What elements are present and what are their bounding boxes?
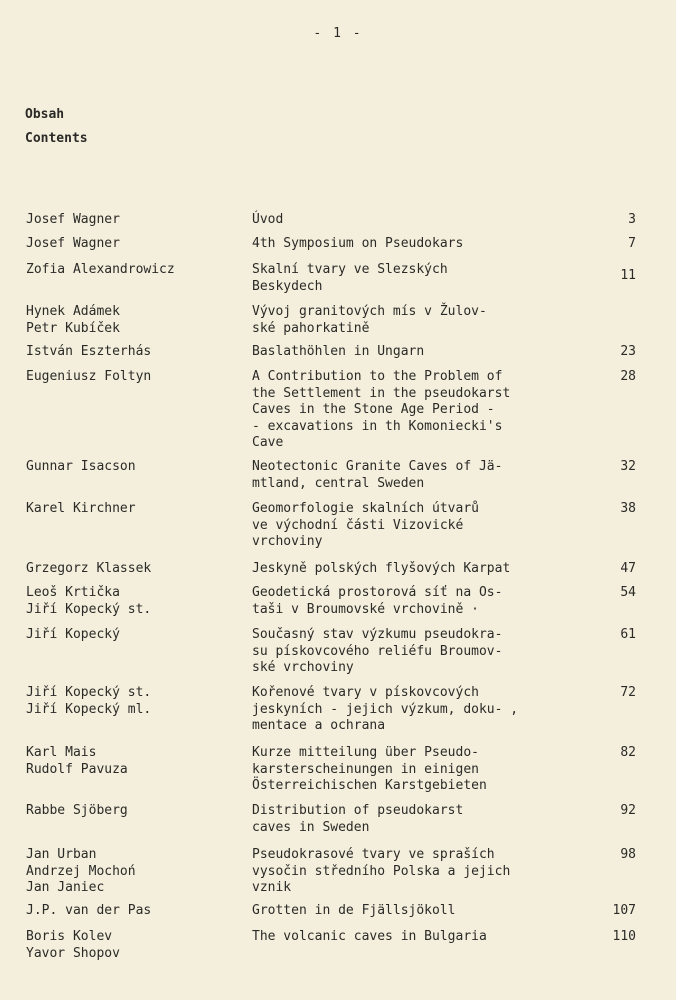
toc-title: [252, 304, 597, 337]
toc-title: [252, 585, 597, 618]
toc-page-number: 54: [620, 585, 636, 600]
toc-page-number: 98: [620, 847, 636, 862]
toc-authors: [26, 903, 236, 920]
author-name: Jiří Kopecký st.: [26, 685, 152, 700]
author-name: Grzegorz Klassek: [26, 561, 152, 576]
toc-authors: [26, 561, 236, 578]
author-name: Karl Mais: [26, 745, 97, 760]
toc-page-number: 72: [620, 685, 636, 700]
toc-title: [252, 369, 597, 452]
toc-title: [252, 344, 597, 361]
toc-title: [252, 561, 597, 578]
toc-page-number: 82: [620, 745, 636, 760]
title-line: the Settlement in the pseudokarst: [252, 385, 511, 401]
toc-page-number: 47: [620, 561, 636, 576]
author-name: Leoš Krtička: [26, 585, 120, 600]
title-line: Neotectonic Granite Caves of Jä-: [252, 459, 503, 474]
toc-page-number: 32: [620, 459, 636, 474]
title-line: Baslathöhlen in Ungarn: [252, 344, 425, 359]
title-line: jeskyních - jejich výzkum, doku- ,: [252, 701, 519, 717]
toc-page-number: 23: [620, 344, 636, 359]
title-line: - excavations in th Komoniecki's: [252, 418, 503, 434]
toc-authors: [26, 685, 236, 718]
title-line: 4th Symposium on Pseudokars: [252, 236, 464, 251]
author-name: Petr Kubíček: [26, 320, 120, 336]
toc-authors: [26, 501, 236, 518]
author-name: Jiří Kopecký: [26, 627, 120, 642]
title-line: taši v Broumovské vrchovině ·: [252, 601, 479, 617]
title-line: karsterscheinungen in einigen: [252, 761, 479, 777]
author-name: Jiří Kopecký ml.: [26, 701, 152, 717]
author-name: Andrzej Mochoń: [26, 863, 136, 879]
author-name: Boris Kolev: [26, 929, 113, 944]
title-line: The volcanic caves in Bulgaria: [252, 929, 487, 944]
toc-title: [252, 212, 597, 229]
title-line: Distribution of pseudokarst: [252, 803, 464, 818]
title-line: Úvod: [252, 212, 284, 227]
toc-title: [252, 929, 597, 946]
author-name: István Eszterhás: [26, 344, 152, 359]
toc-title: [252, 501, 597, 551]
toc-authors: [26, 344, 236, 361]
toc-authors: [26, 745, 236, 778]
toc-authors: [26, 627, 236, 644]
toc-title: [252, 903, 597, 920]
title-line: A Contribution to the Problem of: [252, 369, 503, 384]
toc-authors: [26, 847, 236, 897]
author-name: Jiří Kopecký st.: [26, 601, 152, 617]
title-line: Kurze mitteilung über Pseudo-: [252, 745, 479, 760]
toc-authors: [26, 929, 236, 962]
toc-page-number: 110: [612, 929, 636, 944]
title-line: Geodetická prostorová síť na Os-: [252, 585, 503, 600]
heading-contents: Contents: [25, 131, 88, 146]
toc-page-number: 3: [628, 212, 636, 227]
author-name: Rudolf Pavuza: [26, 761, 128, 777]
author-name: Rabbe Sjöberg: [26, 803, 128, 818]
title-line: mtland, central Sweden: [252, 475, 425, 491]
title-line: ve východní části Vizovické: [252, 517, 464, 533]
title-line: Současný stav výzkumu pseudokra-: [252, 627, 503, 642]
page-number: - 1 -: [313, 26, 363, 41]
title-line: Caves in the Stone Age Period -: [252, 402, 495, 417]
title-line: vznik: [252, 880, 292, 895]
toc-page-number: 11: [620, 268, 636, 283]
toc-title: [252, 236, 597, 253]
toc-authors: [26, 236, 236, 253]
title-line: su pískovcového reliéfu Broumov-: [252, 643, 503, 659]
toc-authors: [26, 585, 236, 618]
toc-authors: [26, 304, 236, 337]
title-line: vrchoviny: [252, 534, 323, 549]
toc-title: [252, 803, 597, 836]
toc-title: [252, 262, 597, 295]
title-line: caves in Sweden: [252, 819, 370, 835]
author-name: J.P. van der Pas: [26, 903, 152, 918]
toc-page-number: 61: [620, 627, 636, 642]
author-name: Eugeniusz Foltyn: [26, 369, 152, 384]
author-name: Hynek Adámek: [26, 304, 120, 319]
author-name: Josef Wagner: [26, 212, 120, 227]
title-line: Cave: [252, 435, 284, 450]
title-line: Jeskyně polských flyšových Karpat: [252, 561, 511, 576]
toc-page-number: 107: [612, 903, 636, 918]
title-line: Kořenové tvary v pískovcových: [252, 685, 479, 700]
author-name: Josef Wagner: [26, 236, 120, 251]
author-name: Gunnar Isacson: [26, 459, 136, 474]
toc-authors: [26, 262, 236, 279]
author-name: Jan Janiec: [26, 880, 105, 895]
title-line: Geomorfologie skalních útvarů: [252, 501, 479, 516]
toc-authors: [26, 803, 236, 820]
toc-authors: [26, 369, 236, 386]
title-line: mentace a ochrana: [252, 718, 386, 733]
heading-obsah: Obsah: [25, 107, 65, 122]
toc-page-number: 92: [620, 803, 636, 818]
title-line: ské vrchoviny: [252, 660, 354, 675]
author-name: Zofia Alexandrowicz: [26, 262, 175, 277]
title-line: ské pahorkatině: [252, 320, 370, 336]
toc-title: [252, 745, 597, 795]
author-name: Yavor Shopov: [26, 945, 120, 961]
toc-authors: [26, 212, 236, 229]
author-name: Karel Kirchner: [26, 501, 136, 516]
toc-page-number: 28: [620, 369, 636, 384]
toc-page-number: 38: [620, 501, 636, 516]
toc-page-number: 7: [628, 236, 636, 251]
title-line: vysočin středního Polska a jejich: [252, 863, 511, 879]
title-line: Pseudokrasové tvary ve spraších: [252, 847, 495, 862]
author-name: Jan Urban: [26, 847, 97, 862]
toc-title: [252, 685, 597, 735]
toc-title: [252, 459, 597, 492]
title-line: Beskydech: [252, 278, 323, 294]
toc-title: [252, 627, 597, 677]
title-line: Österreichischen Karstgebieten: [252, 778, 487, 793]
title-line: Grotten in de Fjällsjökoll: [252, 903, 456, 918]
toc-authors: [26, 459, 236, 476]
title-line: Vývoj granitových mís v Žulov-: [252, 304, 487, 319]
toc-title: [252, 847, 597, 897]
title-line: Skalní tvary ve Slezských: [252, 262, 448, 277]
